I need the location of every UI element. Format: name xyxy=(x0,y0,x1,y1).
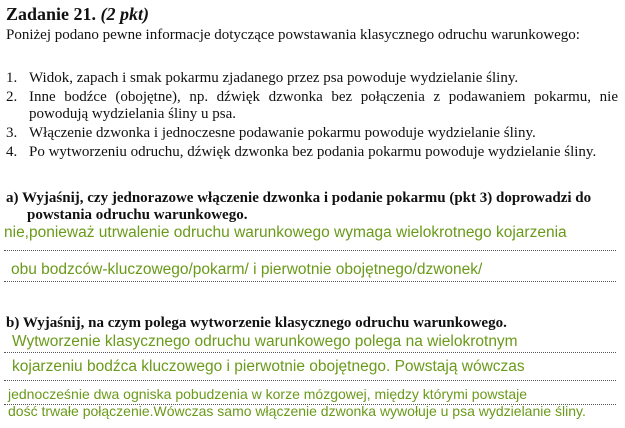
answer-a-dotted-line-1 xyxy=(4,250,616,251)
answer-a-line-2: obu bodzców-kluczowego/pokarm/ i pierwotnie obojętnego/dzwonek/ xyxy=(11,261,483,278)
fact-text: Po wytworzeniu odruchu, dźwięk dzwonka bez podania pokarmu powoduje wydzielanie śliny. xyxy=(29,144,597,160)
answer-b-dotted-line-2 xyxy=(4,380,616,381)
fact-text: Widok, zapach i smak pokarmu zjadanego przez psa powoduje wydzielanie śliny. xyxy=(29,70,519,86)
fact-item xyxy=(6,70,618,87)
task-title xyxy=(6,4,149,24)
task-intro: Poniżej podano pewne informacje dotyczące powstawania klasycznego odruchu warunkowego: xyxy=(6,27,580,43)
answer-b-line-3: jednocześnie dwa ogniska pobudzenia w korze mózgowej, między którymi powstaje xyxy=(8,386,528,402)
fact-number: 3. xyxy=(6,125,18,141)
question-a-text: a) Wyjaśnij, czy jednorazowe włączenie dzwonka i podanie pokarmu (pkt 3) doprowadzi do powstania odruchu warunkowego. xyxy=(6,190,592,223)
question-b-text: b) Wyjaśnij, na czym polega wytworzenie klasycznego odruchu warunkowego. xyxy=(6,315,507,331)
answer-a-line-1: nie,ponieważ utrwalenie odruchu warunkowego wymaga wielokrotnego kojarzenia xyxy=(4,224,567,241)
fact-item xyxy=(6,144,618,161)
fact-item xyxy=(6,125,618,142)
task-points: (2 pkt) xyxy=(100,4,150,24)
fact-text: Włączenie dzwonka i jednoczesne podawanie pokarmu powoduje wydzielanie śliny. xyxy=(29,125,536,141)
answer-b-line-4: dość trwałe połączenie.Wówczas samo włączenie dzwonka wywołuje u psa wydzielanie śliny. xyxy=(8,403,586,419)
answer-b-line-1: Wytworzenie klasycznego odruchu warunkowego polega na wielokrotnym xyxy=(12,333,518,350)
task-number: Zadanie 21. xyxy=(6,4,97,24)
fact-number: 2. xyxy=(6,89,18,105)
question-b xyxy=(6,315,618,332)
fact-text: Inne bodźce (obojętne), np. dźwięk dzwonka bez połączenia z podawaniem pokarmu, nie powodują wydzielania śliny u psa. xyxy=(29,89,618,122)
question-a xyxy=(6,190,618,224)
answer-b-dotted-line-1 xyxy=(4,352,616,353)
answer-b-line-2: kojarzeniu bodźca kluczowego i pierwotnie obojętnego. Powstają wówczas xyxy=(12,358,525,375)
answer-a-dotted-line-2 xyxy=(4,281,616,282)
fact-number: 4. xyxy=(6,144,18,160)
fact-item xyxy=(6,89,618,123)
facts-list xyxy=(6,70,618,163)
fact-number: 1. xyxy=(6,70,18,86)
